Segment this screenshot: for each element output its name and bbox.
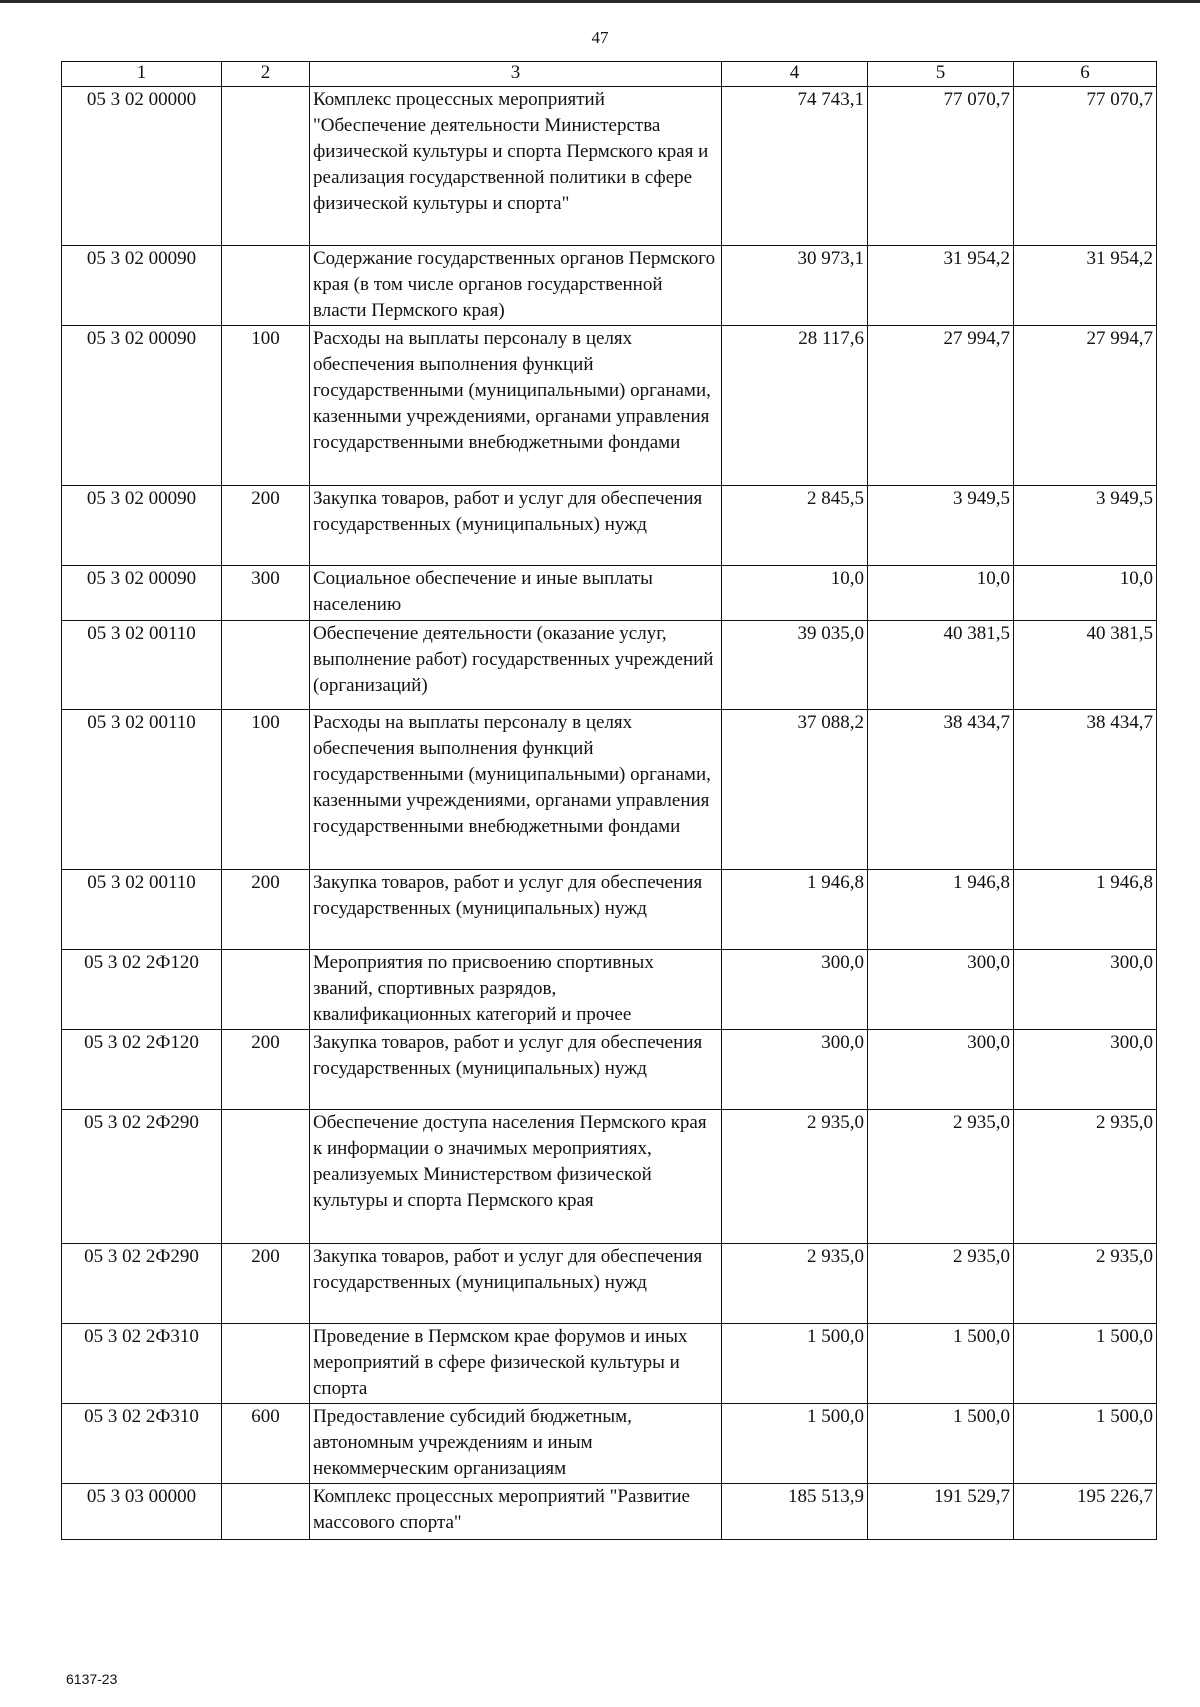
item-name-cell: Мероприятия по присвоению спортивных званий, спортивных разрядов, квалификационных категорий и прочее <box>310 950 722 1030</box>
amount-col6-cell: 1 500,0 <box>1014 1404 1157 1484</box>
document-code: 6137-23 <box>66 1671 118 1687</box>
expense-kind-cell <box>222 950 310 1030</box>
amount-col4-cell: 30 973,1 <box>722 246 868 326</box>
header-cell-5: 5 <box>868 62 1014 87</box>
target-code-cell: 05 3 02 00090 <box>62 566 222 621</box>
table-row <box>62 87 1157 246</box>
amount-col6-cell: 38 434,7 <box>1014 710 1157 870</box>
expense-kind-cell <box>222 1324 310 1404</box>
table-row <box>62 621 1157 710</box>
expense-kind-cell: 300 <box>222 566 310 621</box>
amount-col4-cell: 10,0 <box>722 566 868 621</box>
amount-col5-cell: 40 381,5 <box>868 621 1014 710</box>
header-cell-2: 2 <box>222 62 310 87</box>
expense-kind-cell: 100 <box>222 326 310 486</box>
target-code-cell: 05 3 02 2Ф290 <box>62 1110 222 1244</box>
amount-col5-cell: 191 529,7 <box>868 1484 1014 1540</box>
amount-col4-cell: 185 513,9 <box>722 1484 868 1540</box>
amount-col5-cell: 1 500,0 <box>868 1404 1014 1484</box>
amount-col5-cell: 1 946,8 <box>868 870 1014 950</box>
target-code-cell: 05 3 02 00090 <box>62 246 222 326</box>
target-code-cell: 05 3 02 00110 <box>62 870 222 950</box>
amount-col5-cell: 27 994,7 <box>868 326 1014 486</box>
amount-col6-cell: 2 935,0 <box>1014 1244 1157 1324</box>
amount-col4-cell: 28 117,6 <box>722 326 868 486</box>
item-name-cell: Закупка товаров, работ и услуг для обеспечения государственных (муниципальных) нужд <box>310 1244 722 1324</box>
expense-kind-cell <box>222 1110 310 1244</box>
table-row <box>62 950 1157 1030</box>
table-header-row <box>62 62 1157 87</box>
amount-col6-cell: 300,0 <box>1014 1030 1157 1110</box>
amount-col5-cell: 38 434,7 <box>868 710 1014 870</box>
amount-col5-cell: 31 954,2 <box>868 246 1014 326</box>
expense-kind-cell: 200 <box>222 1244 310 1324</box>
item-name-cell: Расходы на выплаты персоналу в целях обеспечения выполнения функций государственными (муниципальными) органами, казенными учреждениями, органами управления государственными внебюджетными фондами <box>310 710 722 870</box>
item-name-cell: Закупка товаров, работ и услуг для обеспечения государственных (муниципальных) нужд <box>310 1030 722 1110</box>
amount-col5-cell: 300,0 <box>868 950 1014 1030</box>
item-name-cell: Обеспечение деятельности (оказание услуг, выполнение работ) государственных учреждений (организаций) <box>310 621 722 710</box>
target-code-cell: 05 3 02 2Ф290 <box>62 1244 222 1324</box>
target-code-cell: 05 3 02 2Ф120 <box>62 1030 222 1110</box>
expense-kind-cell <box>222 246 310 326</box>
expense-kind-cell: 200 <box>222 870 310 950</box>
table-row <box>62 1484 1157 1540</box>
budget-table <box>61 61 1157 1540</box>
amount-col5-cell: 1 500,0 <box>868 1324 1014 1404</box>
table-row <box>62 326 1157 486</box>
amount-col5-cell: 300,0 <box>868 1030 1014 1110</box>
amount-col4-cell: 37 088,2 <box>722 710 868 870</box>
item-name-cell: Содержание государственных органов Пермского края (в том числе органов государственной власти Пермского края) <box>310 246 722 326</box>
table-row <box>62 1404 1157 1484</box>
expense-kind-cell: 600 <box>222 1404 310 1484</box>
target-code-cell: 05 3 02 00000 <box>62 87 222 246</box>
table-row <box>62 1244 1157 1324</box>
item-name-cell: Социальное обеспечение и иные выплаты населению <box>310 566 722 621</box>
expense-kind-cell: 100 <box>222 710 310 870</box>
header-cell-6: 6 <box>1014 62 1157 87</box>
amount-col4-cell: 300,0 <box>722 950 868 1030</box>
amount-col5-cell: 77 070,7 <box>868 87 1014 246</box>
table-row <box>62 1324 1157 1404</box>
expense-kind-cell <box>222 1484 310 1540</box>
header-cell-1: 1 <box>62 62 222 87</box>
amount-col6-cell: 195 226,7 <box>1014 1484 1157 1540</box>
table-row <box>62 246 1157 326</box>
amount-col5-cell: 10,0 <box>868 566 1014 621</box>
target-code-cell: 05 3 02 00090 <box>62 486 222 566</box>
amount-col6-cell: 300,0 <box>1014 950 1157 1030</box>
expense-kind-cell <box>222 621 310 710</box>
expense-kind-cell: 200 <box>222 486 310 566</box>
amount-col6-cell: 3 949,5 <box>1014 486 1157 566</box>
amount-col4-cell: 39 035,0 <box>722 621 868 710</box>
target-code-cell: 05 3 02 00090 <box>62 326 222 486</box>
item-name-cell: Обеспечение доступа населения Пермского края к информации о значимых мероприятиях, реализуемых Министерством физической культуры и спорта Пермского края <box>310 1110 722 1244</box>
page-number: 47 <box>591 28 609 47</box>
amount-col5-cell: 2 935,0 <box>868 1110 1014 1244</box>
table-row <box>62 710 1157 870</box>
target-code-cell: 05 3 03 00000 <box>62 1484 222 1540</box>
amount-col4-cell: 1 946,8 <box>722 870 868 950</box>
target-code-cell: 05 3 02 2Ф310 <box>62 1404 222 1484</box>
table-row <box>62 1110 1157 1244</box>
expense-kind-cell: 200 <box>222 1030 310 1110</box>
item-name-cell: Закупка товаров, работ и услуг для обеспечения государственных (муниципальных) нужд <box>310 870 722 950</box>
expense-kind-cell <box>222 87 310 246</box>
table-row <box>62 566 1157 621</box>
item-name-cell: Комплекс процессных мероприятий "Развитие массового спорта" <box>310 1484 722 1540</box>
amount-col4-cell: 2 845,5 <box>722 486 868 566</box>
amount-col4-cell: 2 935,0 <box>722 1110 868 1244</box>
amount-col4-cell: 1 500,0 <box>722 1404 868 1484</box>
target-code-cell: 05 3 02 2Ф120 <box>62 950 222 1030</box>
item-name-cell: Расходы на выплаты персоналу в целях обеспечения выполнения функций государственными (муниципальными) органами, казенными учреждениями, органами управления государственными внебюджетными фондами <box>310 326 722 486</box>
item-name-cell: Комплекс процессных мероприятий "Обеспечение деятельности Министерства физической культуры и спорта Пермского края и реализация государственной политики в сфере физической культуры и спорта" <box>310 87 722 246</box>
amount-col6-cell: 27 994,7 <box>1014 326 1157 486</box>
table-row <box>62 486 1157 566</box>
table-row <box>62 870 1157 950</box>
amount-col5-cell: 2 935,0 <box>868 1244 1014 1324</box>
amount-col6-cell: 40 381,5 <box>1014 621 1157 710</box>
table-row <box>62 1030 1157 1110</box>
amount-col6-cell: 2 935,0 <box>1014 1110 1157 1244</box>
amount-col6-cell: 1 946,8 <box>1014 870 1157 950</box>
amount-col5-cell: 3 949,5 <box>868 486 1014 566</box>
target-code-cell: 05 3 02 00110 <box>62 621 222 710</box>
amount-col4-cell: 1 500,0 <box>722 1324 868 1404</box>
item-name-cell: Закупка товаров, работ и услуг для обеспечения государственных (муниципальных) нужд <box>310 486 722 566</box>
item-name-cell: Проведение в Пермском крае форумов и иных мероприятий в сфере физической культуры и спорта <box>310 1324 722 1404</box>
header-cell-4: 4 <box>722 62 868 87</box>
amount-col6-cell: 1 500,0 <box>1014 1324 1157 1404</box>
amount-col4-cell: 2 935,0 <box>722 1244 868 1324</box>
amount-col6-cell: 10,0 <box>1014 566 1157 621</box>
amount-col6-cell: 31 954,2 <box>1014 246 1157 326</box>
amount-col4-cell: 300,0 <box>722 1030 868 1110</box>
amount-col6-cell: 77 070,7 <box>1014 87 1157 246</box>
amount-col4-cell: 74 743,1 <box>722 87 868 246</box>
scan-edge <box>0 0 1200 3</box>
target-code-cell: 05 3 02 2Ф310 <box>62 1324 222 1404</box>
header-cell-3: 3 <box>310 62 722 87</box>
target-code-cell: 05 3 02 00110 <box>62 710 222 870</box>
item-name-cell: Предоставление субсидий бюджетным, автономным учреждениям и иным некоммерческим организациям <box>310 1404 722 1484</box>
